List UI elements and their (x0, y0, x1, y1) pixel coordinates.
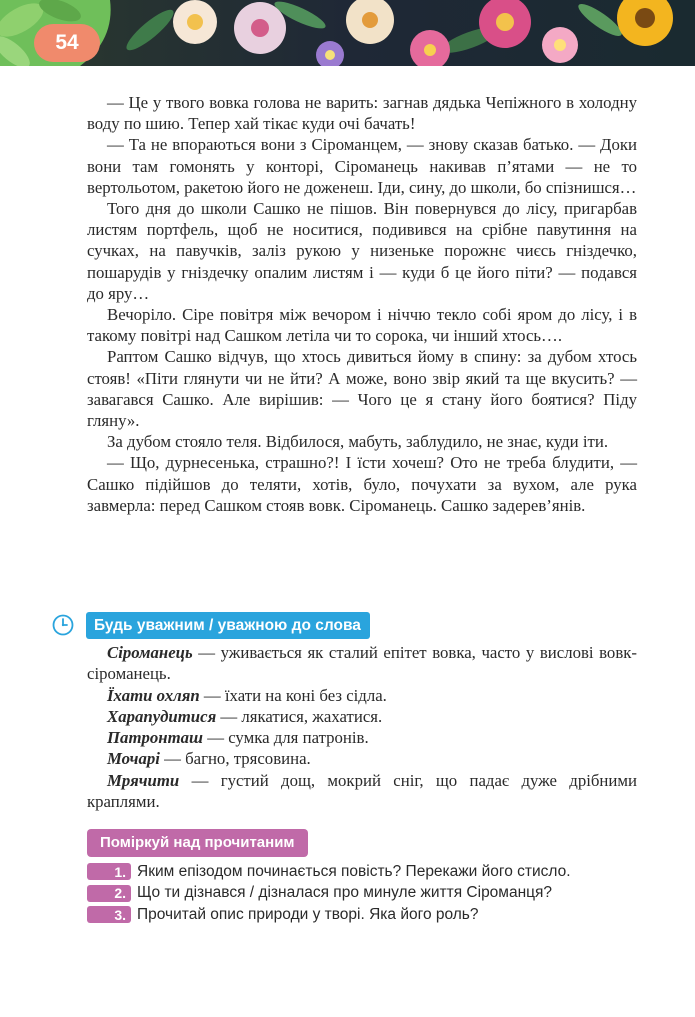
story-paragraph: Раптом Сашко відчув, що хтось дивиться йому в спину: за дубом хтось стояв! «Піти глянути чи не йти? А може, воно звір який та ще вкусить? — завагався Сашко. Але вирішив: — Чого це я стану його боятися? Піду гляну». (87, 347, 637, 431)
reflection-title: Поміркуй над прочитаним (87, 829, 308, 857)
vocabulary-term: Патронташ (107, 728, 204, 748)
vocabulary-entry (87, 685, 637, 706)
question-text: Прочитай опис природи у творі. Яка його роль? (137, 905, 479, 923)
vocabulary-definition: — їхати на коні без сідла. (199, 685, 387, 705)
vocabulary-definition: — лякатися, жахатися. (216, 706, 383, 726)
story-paragraph: — Це у твого вовка голова не варить: загнав дядька Чепіжного в холодну воду по шию. Тепер хай тікає куди очі бачать! (87, 93, 637, 134)
story-paragraph: — Та не впораються вони з Сіроманцем, — знову сказав батько. — Доки вони там гомонять у конторі, Сіроманець накивав п’ятами — не то вертольотом, ракетою його не доженеш. Іди, сину, до школи, бо спізнишся… (87, 135, 637, 197)
vocabulary-term: Мочарі (107, 749, 160, 769)
question-number: 1. (87, 863, 131, 880)
question-number: 3. (87, 906, 131, 923)
clock-icon (52, 614, 74, 636)
question-text: Яким епізодом починається повість? Перекажи його стисло. (137, 862, 571, 880)
vocabulary-term: Харапудитися (107, 706, 217, 726)
vocabulary-header (52, 611, 370, 639)
vocabulary-list (87, 642, 637, 812)
story-paragraph: За дубом стояло теля. Відбилося, мабуть, заблудило, не знає, куди іти. (107, 432, 609, 452)
vocabulary-entry (87, 706, 637, 727)
vocabulary-term: Сіроманець (107, 643, 193, 662)
header-flower-illustration (0, 0, 695, 66)
vocabulary-title: Будь уважним / уважною до слова (86, 612, 370, 639)
vocabulary-term: Їхати охляп (107, 685, 200, 705)
question-item (87, 883, 657, 904)
story-paragraph: Вечоріло. Сіре повітря між вечором і ніччю текло собі яром до лісу, і в такому повітрі над Сашком летіла чи то сорока, чи інший хтось…. (87, 305, 637, 346)
vocabulary-definition: — сумка для патронів. (203, 728, 369, 748)
flowers-icon (0, 0, 695, 66)
vocabulary-definition: — уживається як сталий епітет вовка, часто у вислові вовк-сіроманець. (87, 643, 637, 684)
story-text (87, 92, 637, 516)
story-paragraph: — Що, дурнесенька, страшно?! І їсти хочеш? Ото не треба блудити, — Сашко підійшов до теляти, хотів, було, почухати за вухом, але рука завмерла: перед Сашком стояв вовк. Сіроманець. Сашко задерев’янів. (87, 453, 637, 515)
question-number: 2. (87, 885, 131, 902)
page-number: 54 (34, 24, 100, 62)
question-item (87, 861, 657, 882)
question-item (87, 904, 657, 925)
vocabulary-entry (87, 770, 637, 813)
vocabulary-entry (87, 642, 637, 685)
story-paragraph: Того дня до школи Сашко не пішов. Він повернувся до лісу, пригарбав листям портфель, щоб не носитися, подивився на срібне павутиння на сучках, на павучків, заліз рукою у низеньке порожнє чиєсь гніздечко, пошарудів у гніздечку опалим листям і — куди б це його піти? — подався до яру… (87, 199, 637, 303)
reflection-questions (87, 861, 657, 926)
vocabulary-term: Мрячити (107, 770, 180, 790)
vocabulary-entry (87, 727, 637, 748)
question-text: Що ти дізнався / дізналася про минуле життя Сіроманця? (137, 884, 553, 901)
vocabulary-definition: — багно, трясовина. (159, 749, 311, 769)
vocabulary-definition: — густий дощ, мокрий сніг, що падає дуже дрібними краплями. (87, 770, 637, 812)
vocabulary-entry (87, 748, 637, 769)
